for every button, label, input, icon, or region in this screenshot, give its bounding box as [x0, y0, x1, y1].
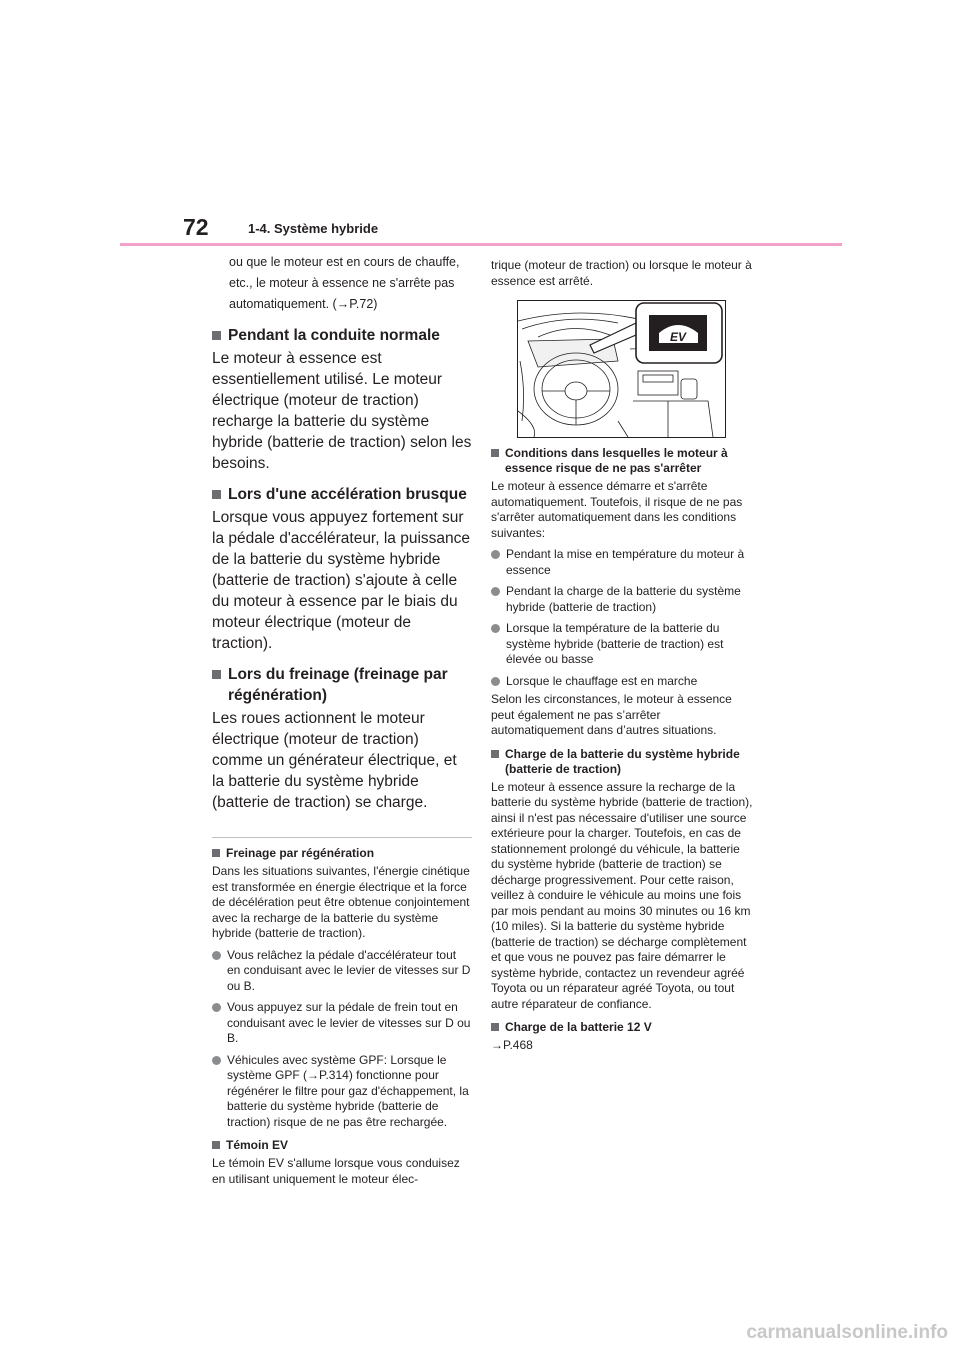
right-column-top [491, 255, 753, 289]
square-bullet-icon [491, 449, 499, 457]
dashboard-drawing-icon [518, 301, 725, 437]
list-item: Vous appuyez sur la pédale de frein tout en conduisant avec le levier de vitesses sur D ou B. [212, 1000, 472, 1047]
right-column-bottom [491, 438, 753, 1054]
list-item: Lorsque le chauffage est en marche [491, 674, 753, 690]
note-body: Le témoin EV s'allume lorsque vous conduisez en utilisant uniquement le moteur élec- [212, 1156, 460, 1186]
bullet-dot-icon [491, 550, 500, 559]
chapter-title: 1-4. Système hybride [248, 221, 379, 236]
header-divider [120, 243, 842, 246]
left-column [212, 252, 472, 1187]
square-bullet-icon [212, 1141, 220, 1149]
note-body: Le moteur à essence assure la recharge de la batterie du système hybride (batterie de traction), ainsi il n'est pas nécessaire d'utiliser une source extérieure pour la charger. Toutefois, en cas de stationnement prolongé du véhicule, la batterie du système hybride (batterie de traction) se décharge progressivement. Pour cette raison, veillez à conduire le véhicule au moins une fois par mois pendant au moins 30 minutes ou 16 km (10 miles). Si la batterie du système hybride (batterie de traction) se décharge complètement et que vous ne pouvez pas faire démarrer le système hybride, contactez un revendeur agréé Toyota ou un réparateur agréé Toyota, ou tout autre réparateur de confiance. [491, 779, 753, 1011]
list-item: Pendant la charge de la batterie du système hybride (batterie de traction) [491, 584, 753, 615]
section-heading: Lors du freinage (freinage par régénération) [212, 664, 472, 706]
section-divider [212, 837, 472, 838]
bullet-dot-icon [212, 1003, 221, 1012]
note-body: Le moteur à essence démarre et s'arrête automatiquement. Toutefois, il risque de ne pas s'arrêter automatiquement dans les conditions suivantes: [491, 479, 743, 540]
page-number: 72 [183, 214, 209, 240]
bullet-dot-icon [491, 587, 500, 596]
square-bullet-icon [212, 490, 221, 499]
bullet-dot-icon [212, 1056, 221, 1065]
bullet-dot-icon [491, 677, 500, 686]
note-heading: Charge de la batterie du système hybride (batterie de traction) [491, 747, 753, 777]
bullet-dot-icon [212, 951, 221, 960]
note-heading: Charge de la batterie 12 V [491, 1020, 753, 1035]
section-body: Le moteur à essence est essentiellement utilisé. Le moteur électrique (moteur de traction) recharge la batterie du système hybride (batterie de traction) selon les besoins. [212, 350, 472, 472]
note-body: Selon les circonstances, le moteur à essence peut également ne pas s’arrêter automatiquement dans d’autres situations. [491, 692, 732, 737]
section-heading: Lors d'une accélération brusque [212, 484, 472, 505]
square-bullet-icon [491, 1023, 499, 1031]
page-reference: →P.468 [491, 1038, 533, 1052]
continuation-text: ou que le moteur est en cours de chauffe, etc., le moteur à essence ne s'arrête pas automatiquement. (→P.72) [229, 255, 460, 311]
note-body: Dans les situations suivantes, l'énergie cinétique est transformée en énergie électrique et la force de décélération peut être obtenue conjointement avec la recharge de la batterie du système hybride (batterie de traction). [212, 864, 470, 940]
continuation-text: trique (moteur de traction) ou lorsque le moteur à essence est arrêté. [491, 258, 752, 288]
square-bullet-icon [212, 670, 221, 679]
list-item: Vous relâchez la pédale d'accélérateur tout en conduisant avec le levier de vitesses sur D ou B. [212, 948, 472, 995]
note-heading: Conditions dans lesquelles le moteur à essence risque de ne pas s'arrêter [491, 446, 753, 476]
note-heading: Témoin EV [212, 1138, 472, 1153]
square-bullet-icon [212, 331, 221, 340]
list-item: Lorsque la température de la batterie du système hybride (batterie de traction) est élevée ou basse [491, 621, 753, 668]
square-bullet-icon [212, 849, 220, 857]
list-item: Véhicules avec système GPF: Lorsque le système GPF (→P.314) fonctionne pour régénérer le filtre pour gaz d'échappement, la batterie du système hybride (batterie de traction) risque de ne pas être rechargée. [212, 1053, 472, 1131]
ev-indicator-label: EV [669, 330, 687, 344]
section-heading: Pendant la conduite normale [212, 325, 472, 346]
dashboard-illustration [517, 300, 726, 438]
square-bullet-icon [491, 750, 499, 758]
note-heading: Freinage par régénération [212, 846, 472, 861]
section-body: Les roues actionnent le moteur électrique (moteur de traction) comme un générateur électrique, et la batterie du système hybride (batterie de traction) se charge. [212, 710, 457, 811]
bullet-dot-icon [491, 624, 500, 633]
watermark: carmanualsonline.info [746, 1322, 948, 1343]
list-item: Pendant la mise en température du moteur à essence [491, 547, 753, 578]
section-body: Lorsque vous appuyez fortement sur la pédale d'accélérateur, la puissance de la batterie du système hybride (batterie de traction) s'ajoute à celle du moteur à essence par le biais du moteur électrique (moteur de traction). [212, 509, 471, 652]
